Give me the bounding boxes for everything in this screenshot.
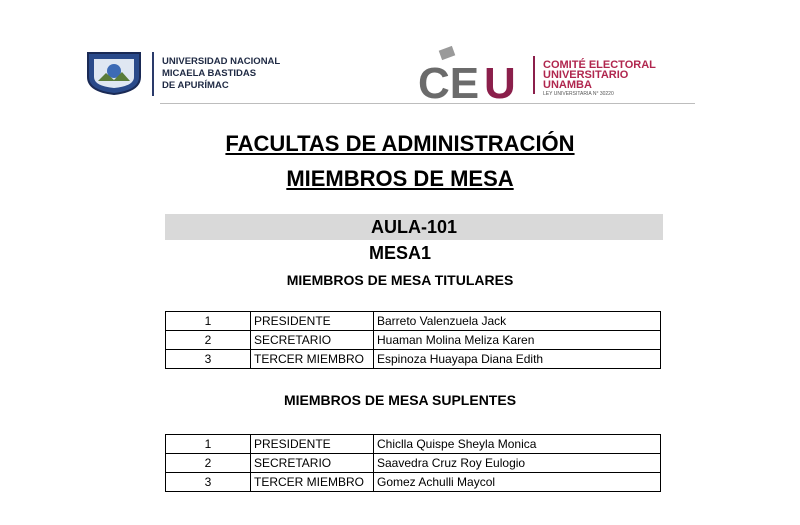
member-name: Espinoza Huayapa Diana Edith xyxy=(374,350,661,369)
section-title: MIEMBROS DE MESA xyxy=(286,166,514,191)
ceu-logo xyxy=(418,44,528,102)
university-name xyxy=(162,56,322,92)
suplentes-table xyxy=(165,434,661,492)
row-number: 3 xyxy=(166,473,251,492)
table-row xyxy=(166,350,661,369)
member-name: Saavedra Cruz Roy Eulogio xyxy=(374,454,661,473)
member-name: Barreto Valenzuela Jack xyxy=(374,312,661,331)
table-row xyxy=(166,435,661,454)
role-cell: SECRETARIO xyxy=(251,454,374,473)
row-number: 2 xyxy=(166,331,251,350)
committee-line-1: COMITÉ ELECTORAL xyxy=(543,59,656,71)
committee-line-3: UNAMBA xyxy=(543,79,592,91)
role-cell: PRESIDENTE xyxy=(251,435,374,454)
table-row xyxy=(166,312,661,331)
header-divider xyxy=(160,103,695,104)
faculty-title: FACULTAS DE ADMINISTRACIÓN xyxy=(225,131,575,156)
ceu-logo-text: CE xyxy=(418,59,480,102)
university-name-line-3: DE APURÍMAC xyxy=(162,80,229,91)
table-number: MESA1 xyxy=(368,243,431,263)
row-number: 2 xyxy=(166,454,251,473)
role-cell: PRESIDENTE xyxy=(251,312,374,331)
university-name-line-2: MICAELA BASTIDAS xyxy=(162,68,257,79)
classroom-bar: AULA-101 xyxy=(165,214,663,240)
table-row xyxy=(166,454,661,473)
role-cell: TERCER MIEMBRO xyxy=(251,350,374,369)
member-name: Chiclla Quispe Sheyla Monica xyxy=(374,435,661,454)
table-row xyxy=(166,331,661,350)
committee-separator xyxy=(533,56,535,94)
role-cell: TERCER MIEMBRO xyxy=(251,473,374,492)
member-name: Huaman Molina Meliza Karen xyxy=(374,331,661,350)
suplentes-heading: MIEMBROS DE MESA SUPLENTES xyxy=(283,392,517,408)
titulares-table xyxy=(165,311,661,369)
electoral-committee-name xyxy=(543,60,703,98)
university-shield-logo xyxy=(84,51,144,95)
university-name-line-1: UNIVERSIDAD NACIONAL xyxy=(162,56,281,67)
titulares-heading: MIEMBROS DE MESA TITULARES xyxy=(286,272,514,288)
member-name: Gomez Achulli Maycol xyxy=(374,473,661,492)
law-reference: LEY UNIVERSITARIA N° 30220 xyxy=(543,91,614,97)
row-number: 3 xyxy=(166,350,251,369)
row-number: 1 xyxy=(166,312,251,331)
table-row xyxy=(166,473,661,492)
ceu-logo-u: U xyxy=(484,59,516,102)
header-separator xyxy=(152,52,154,96)
committee-line-2: UNIVERSITARIO xyxy=(543,69,629,81)
row-number: 1 xyxy=(166,435,251,454)
role-cell: SECRETARIO xyxy=(251,331,374,350)
